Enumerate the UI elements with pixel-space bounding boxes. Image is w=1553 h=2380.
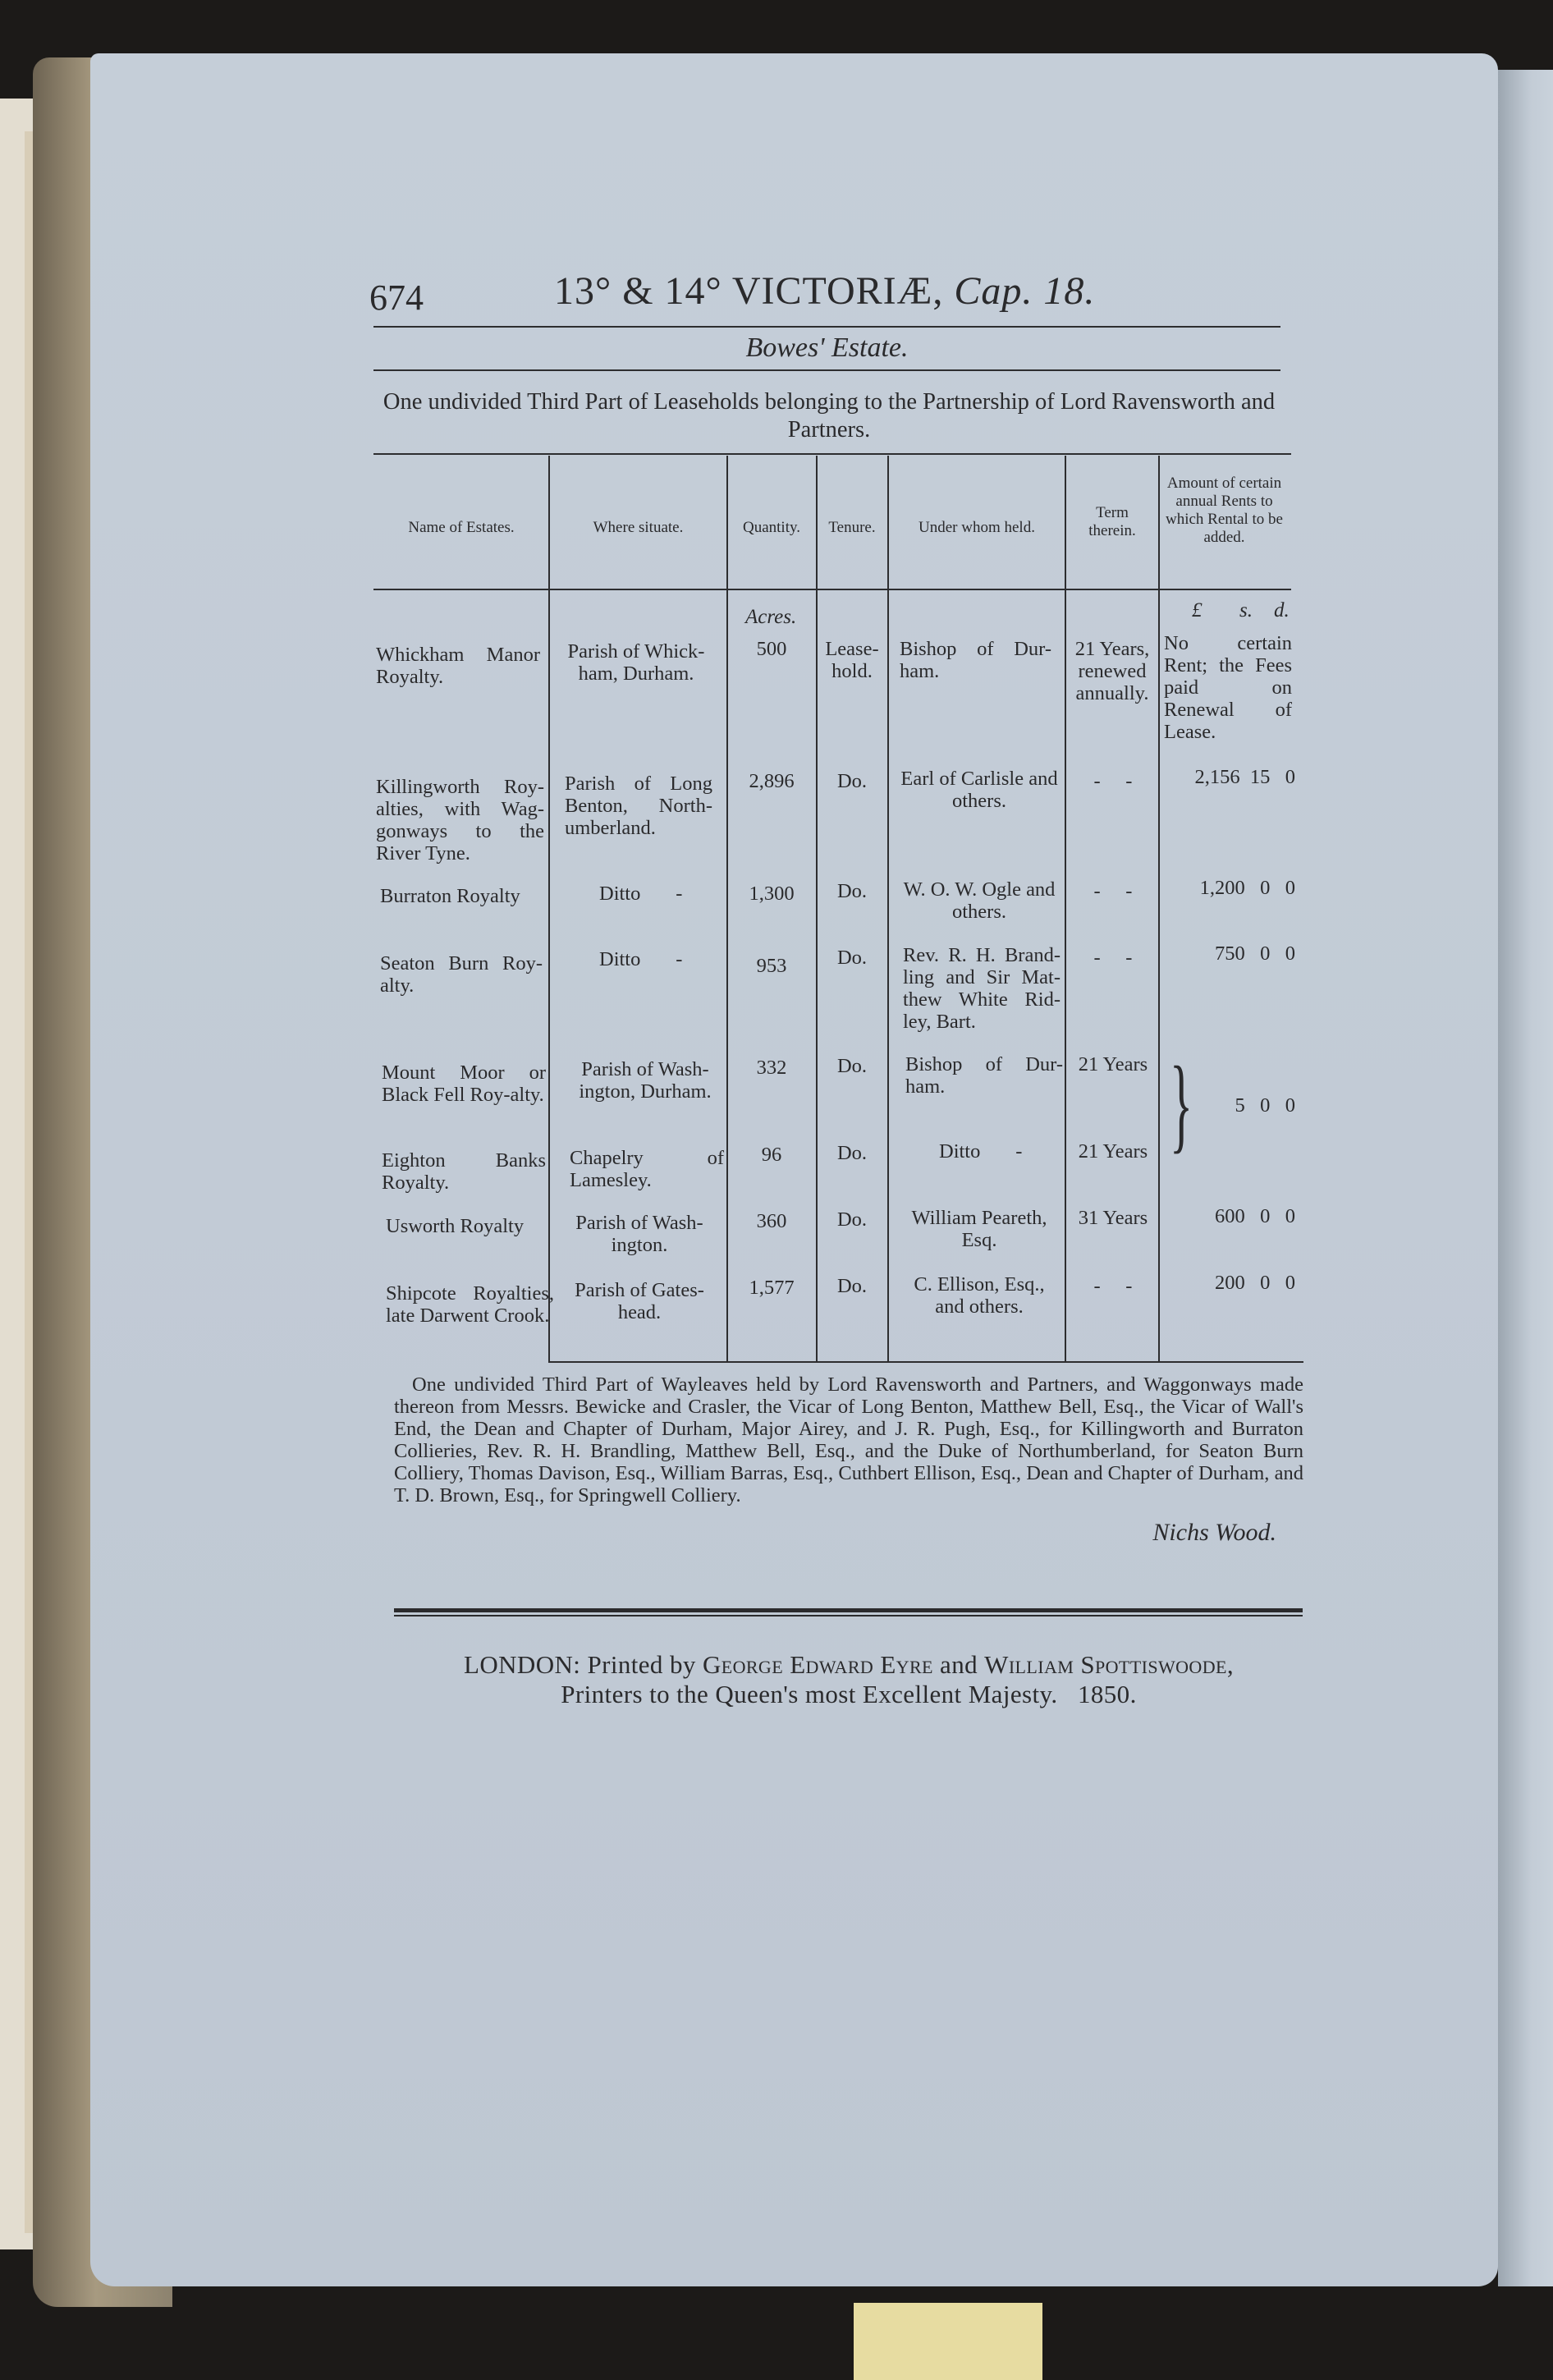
page-number: 674 xyxy=(369,277,424,318)
estate-name: Burraton Royalty xyxy=(380,885,520,907)
imprint-printer-1: George Edward Eyre xyxy=(702,1650,933,1679)
estate-quantity: 360 xyxy=(756,1210,787,1232)
estate-term: 21 Years, renewed annually. xyxy=(1074,638,1150,704)
estate-held-by: Bishop of Dur-ham. xyxy=(905,1053,1063,1098)
column-divider xyxy=(887,456,889,1361)
imprint-year: 1850. xyxy=(1077,1680,1137,1708)
unit-shillings: s. xyxy=(1239,599,1253,621)
printer-imprint xyxy=(392,1650,1305,1709)
estate-name: Usworth Royalty xyxy=(386,1215,525,1237)
imprint-line-1 xyxy=(392,1650,1305,1680)
estate-tenure: Do. xyxy=(836,1208,868,1231)
column-divider xyxy=(1065,456,1066,1361)
intro-text: One undivided Third Part of Leaseholds belonging to the Partnership of Lord Ravensworth and Partners. xyxy=(383,389,1276,443)
regnal-year: 13° & 14° VICTORIÆ, xyxy=(554,269,944,313)
estate-rule xyxy=(373,369,1280,371)
column-divider xyxy=(1158,456,1160,1361)
imprint-city: LONDON: xyxy=(464,1650,581,1679)
estate-name: Whickham Manor Royalty. xyxy=(376,644,540,688)
estate-quantity: 953 xyxy=(756,955,787,977)
bracket-brace: } xyxy=(1170,1045,1193,1163)
estate-term: - - xyxy=(1093,880,1133,902)
unit-pounds: £ xyxy=(1192,599,1203,621)
estate-amount: 600 0 0 xyxy=(1215,1205,1295,1227)
estate-term: - - xyxy=(1093,770,1133,792)
column-header: Name of Estates. xyxy=(408,519,515,536)
estate-held-by: W. O. W. Ogle and others. xyxy=(903,878,1056,923)
estate-held-by: William Peareth, Esq. xyxy=(911,1207,1047,1251)
estate-situate: Chapelry of Lamesley. xyxy=(570,1147,724,1191)
chapter-number: Cap. 18. xyxy=(954,269,1096,313)
imprint-rule-thin xyxy=(394,1615,1303,1616)
imprint-printers-to-queen: Printers to the Queen's most Excellent Majesty. xyxy=(561,1680,1058,1708)
column-header: Where situate. xyxy=(593,519,684,536)
estate-held-by: Rev. R. H. Brand-ling and Sir Mat-thew White Rid-ley, Bart. xyxy=(903,944,1061,1033)
column-divider xyxy=(726,456,728,1361)
estate-term: - - xyxy=(1093,947,1133,969)
imprint-rule-thick xyxy=(394,1608,1303,1612)
estate-quantity: 332 xyxy=(756,1057,787,1079)
column-divider xyxy=(816,456,818,1361)
estate-tenure: Do. xyxy=(836,770,868,792)
column-header: Tenure. xyxy=(828,519,876,536)
estate-situate: Parish of Whick-ham, Durham. xyxy=(567,640,705,685)
estate-situate: Ditto - xyxy=(599,948,683,970)
signature: Nichs Wood. xyxy=(1152,1519,1276,1546)
estate-amount: 200 0 0 xyxy=(1215,1272,1295,1294)
estate-quantity: 96 xyxy=(761,1144,782,1166)
estate-name: Seaton Burn Roy-alty. xyxy=(380,952,543,997)
estate-amount: 1,200 0 0 xyxy=(1199,877,1295,899)
estate-quantity: 500 xyxy=(756,638,787,660)
table-header-rule xyxy=(373,589,1291,590)
imprint-line-2 xyxy=(392,1680,1305,1709)
column-header: Amount of certain annual Rents to which Rental to be added. xyxy=(1166,475,1283,546)
estate-quantity: 1,300 xyxy=(749,883,795,905)
imprint-and: and xyxy=(940,1650,978,1679)
estate-tenure: Do. xyxy=(836,1055,868,1077)
estate-term: 31 Years xyxy=(1078,1207,1148,1229)
estate-situate: Parish of Wash-ington, Durham. xyxy=(579,1058,712,1103)
column-header: Under whom held. xyxy=(919,519,1035,536)
estate-situate: Parish of Long Benton, North-umberland. xyxy=(565,773,712,839)
bracketed-amount: 5 0 0 xyxy=(1235,1094,1295,1117)
estate-name: Killingworth Roy-alties, with Wag-gonways to the River Tyne. xyxy=(376,776,544,864)
header-rule xyxy=(373,326,1280,328)
wayleaves-note: One undivided Third Part of Wayleaves held by Lord Ravensworth and Partners, and Waggonways made thereon from Messrs. Bewicke and Crasler, the Vicar of Long Benton, Matthew Bell, Esq., the Vicar of Wall's End, the Dean and Chapter of Durham, Major Airey, and J. R. Pugh, Esq., for Killingworth and Burraton Collieries, Rev. R. H. Brandling, Matthew Bell, Esq., and the Duke of Northumberland, for Seaton Burn Colliery, Thomas Davison, Esq., William Barras, Esq., Cuthbert Ellison, Esq., Dean and Chapter of Durham, and T. D. Brown, Esq., for Springwell Colliery. xyxy=(394,1373,1303,1506)
quantity-unit: Acres. xyxy=(745,606,797,628)
estate-term: 21 Years xyxy=(1078,1140,1148,1162)
estate-held-by: C. Ellison, Esq., and others. xyxy=(914,1273,1045,1318)
estate-situate: Parish of Wash-ington. xyxy=(575,1212,703,1256)
imprint-printed-by: Printed by xyxy=(587,1650,696,1679)
estate-tenure: Do. xyxy=(836,1142,868,1164)
table-top-rule xyxy=(373,453,1291,455)
estate-quantity: 1,577 xyxy=(749,1277,795,1299)
estate-term: - - xyxy=(1093,1275,1133,1297)
column-header: Term therein. xyxy=(1088,504,1136,539)
estate-tenure: Do. xyxy=(836,947,868,969)
estate-tenure: Lease-hold. xyxy=(825,638,879,682)
estate-name: Eighton Banks Royalty. xyxy=(382,1149,546,1194)
estate-amount: 2,156 15 0 xyxy=(1194,766,1295,788)
estate-name: Shipcote Royalties, late Darwent Crook. xyxy=(386,1282,554,1327)
estate-amount: No certain Rent; the Fees paid on Renewal of Lease. xyxy=(1164,632,1292,743)
estate-held-by: Bishop of Dur-ham. xyxy=(900,638,1051,682)
estate-amount: 750 0 0 xyxy=(1215,942,1295,965)
imprint-printer-2: William Spottiswoode, xyxy=(984,1650,1234,1679)
estate-quantity: 2,896 xyxy=(749,770,795,792)
estate-tenure: Do. xyxy=(836,1275,868,1297)
estate-name: Mount Moor or Black Fell Roy-alty. xyxy=(382,1062,546,1106)
estate-term: 21 Years xyxy=(1078,1053,1148,1075)
column-header: Quantity. xyxy=(742,519,800,536)
estate-situate: Parish of Gates-head. xyxy=(575,1279,704,1323)
table-bottom-rule xyxy=(548,1361,1303,1363)
estate-tenure: Do. xyxy=(836,880,868,902)
estate-title: Bowes' Estate. xyxy=(745,332,909,363)
estate-situate: Ditto - xyxy=(599,883,683,905)
estate-held-by: Earl of Carlisle and others. xyxy=(900,768,1058,812)
unit-pence: d. xyxy=(1274,599,1290,621)
estate-held-by: Ditto - xyxy=(939,1140,1023,1162)
running-title xyxy=(554,268,1095,314)
